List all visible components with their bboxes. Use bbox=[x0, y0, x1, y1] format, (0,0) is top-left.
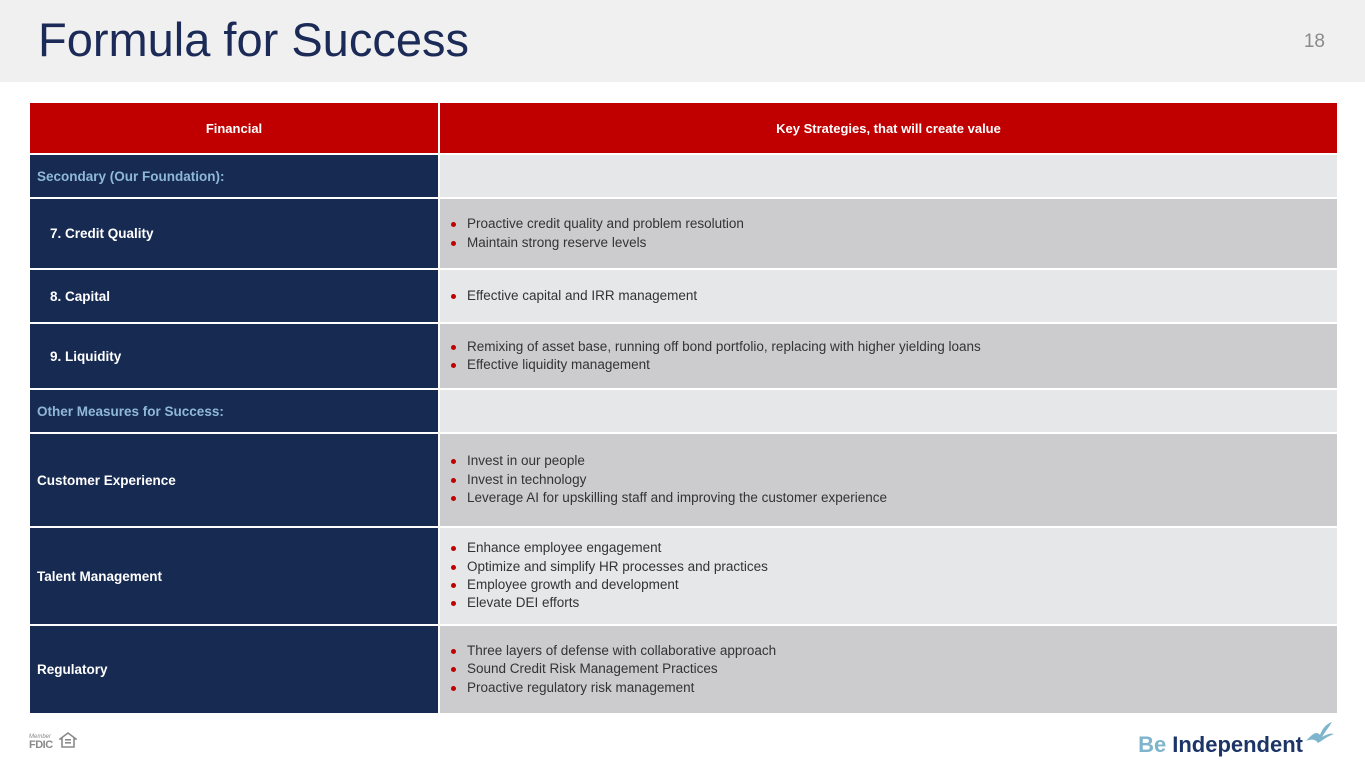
row-label-liquidity: 9. Liquidity bbox=[29, 323, 439, 389]
fdic-label: FDIC bbox=[29, 739, 53, 751]
page-title: Formula for Success bbox=[38, 13, 469, 66]
list-item: Three layers of defense with collaborative approach bbox=[448, 642, 1337, 660]
strategy-cell bbox=[439, 323, 1338, 389]
brand-logo bbox=[1138, 721, 1335, 758]
brand-be-text: Be bbox=[1138, 732, 1167, 757]
list-item: Enhance employee engagement bbox=[448, 539, 1337, 557]
brand-name-text: Independent bbox=[1172, 732, 1303, 757]
table-row bbox=[29, 269, 1338, 323]
row-label-capital: 8. Capital bbox=[29, 269, 439, 323]
row-label-talent-management: Talent Management bbox=[29, 527, 439, 625]
bullet-list bbox=[448, 338, 1337, 375]
empty-cell bbox=[439, 389, 1338, 433]
list-item: Elevate DEI efforts bbox=[448, 594, 1337, 612]
list-item: Sound Credit Risk Management Practices bbox=[448, 660, 1337, 678]
bullet-list bbox=[448, 215, 1337, 252]
strategy-cell bbox=[439, 625, 1338, 714]
list-item: Effective liquidity management bbox=[448, 356, 1337, 374]
list-item: Leverage AI for upskilling staff and improving the customer experience bbox=[448, 489, 1337, 507]
strategy-cell bbox=[439, 269, 1338, 323]
table-row bbox=[29, 527, 1338, 625]
section-label-secondary: Secondary (Our Foundation): bbox=[29, 154, 439, 198]
table-row bbox=[29, 433, 1338, 527]
table-row bbox=[29, 323, 1338, 389]
table-row bbox=[29, 389, 1338, 433]
regulatory-logos bbox=[29, 731, 77, 754]
row-label-credit-quality: 7. Credit Quality bbox=[29, 198, 439, 269]
empty-cell bbox=[439, 154, 1338, 198]
bird-logo-icon bbox=[1303, 721, 1335, 758]
fdic-member-text: Member bbox=[29, 734, 52, 740]
column-header-financial: Financial bbox=[29, 102, 439, 154]
strategy-cell bbox=[439, 433, 1338, 527]
strategy-cell bbox=[439, 527, 1338, 625]
bullet-list bbox=[448, 539, 1337, 613]
list-item: Optimize and simplify HR processes and practices bbox=[448, 558, 1337, 576]
strategy-table bbox=[28, 101, 1339, 715]
list-item: Proactive regulatory risk management bbox=[448, 679, 1337, 697]
table-row bbox=[29, 154, 1338, 198]
list-item: Employee growth and development bbox=[448, 576, 1337, 594]
bullet-list bbox=[448, 452, 1337, 507]
column-header-strategies: Key Strategies, that will create value bbox=[439, 102, 1338, 154]
page-number: 18 bbox=[1303, 31, 1325, 52]
bullet-list bbox=[448, 287, 1337, 305]
fdic-member-logo bbox=[29, 734, 53, 751]
list-item: Proactive credit quality and problem resolution bbox=[448, 215, 1337, 233]
strategy-cell bbox=[439, 198, 1338, 269]
table-row bbox=[29, 198, 1338, 269]
list-item: Invest in our people bbox=[448, 452, 1337, 470]
list-item: Invest in technology bbox=[448, 471, 1337, 489]
list-item: Effective capital and IRR management bbox=[448, 287, 1337, 305]
equal-housing-lender-icon bbox=[59, 731, 77, 754]
bullet-list bbox=[448, 642, 1337, 697]
table-header-row bbox=[29, 102, 1338, 154]
table-row bbox=[29, 625, 1338, 714]
slide-header bbox=[0, 0, 1365, 82]
row-label-regulatory: Regulatory bbox=[29, 625, 439, 714]
list-item: Remixing of asset base, running off bond portfolio, replacing with higher yielding loans bbox=[448, 338, 1337, 356]
section-label-other-measures: Other Measures for Success: bbox=[29, 389, 439, 433]
row-label-customer-experience: Customer Experience bbox=[29, 433, 439, 527]
list-item: Maintain strong reserve levels bbox=[448, 234, 1337, 252]
